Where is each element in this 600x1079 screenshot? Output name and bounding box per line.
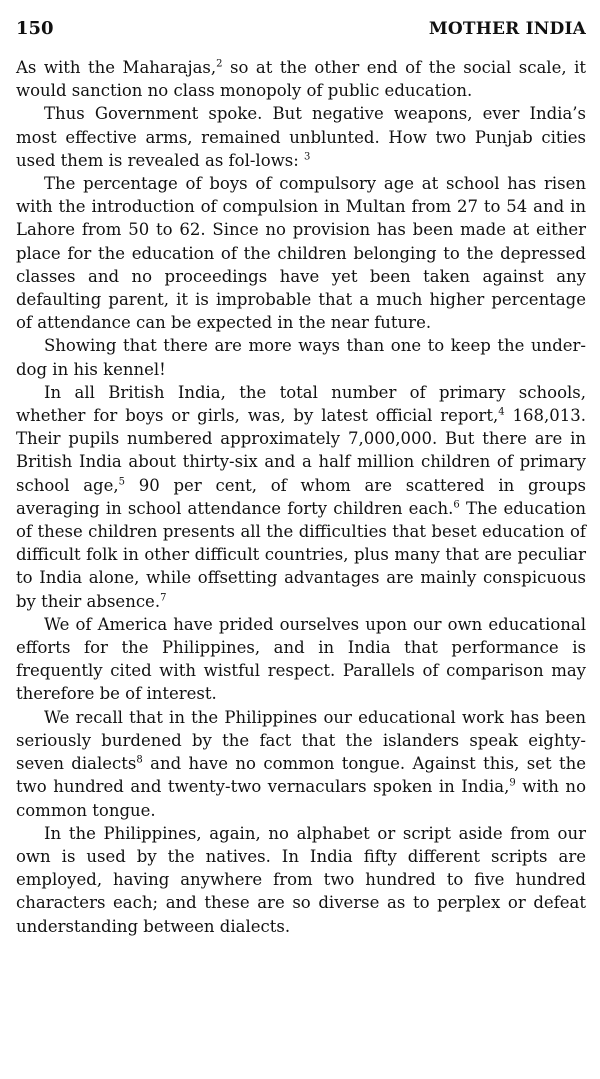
paragraph-text: As with the Maharajas, bbox=[16, 58, 217, 77]
paragraph-text: In all British India, the total number of primary schools, whether for boys or girls, was, by latest official report, bbox=[16, 382, 586, 426]
paragraph bbox=[16, 102, 586, 172]
book-page bbox=[16, 18, 586, 938]
paragraph-text: and have no common tongue. Against this, set the two hundred and twenty-two vernaculars spoken in India, bbox=[16, 754, 586, 797]
paragraph-text: We recall that in the Philippines our educational work has been seriously burdened by the fact that the islanders speak eighty-seven dialects bbox=[16, 707, 586, 774]
paragraph bbox=[16, 56, 586, 102]
paragraph-text: The education of these children presents all the difficulties that beset education of difficult folk in other difficult countries, plus many that are peculiar to India alone, while offsetting advantages are mainly conspicuous by their absence. bbox=[16, 498, 586, 611]
paragraph bbox=[16, 381, 586, 613]
footnote-marker: 4 bbox=[498, 406, 505, 418]
paragraph-text: so at the other end of the social scale, it would sanction no class monopoly of public education. bbox=[16, 58, 586, 101]
footnote-marker: 6 bbox=[453, 499, 460, 511]
footnote-marker: 7 bbox=[160, 592, 167, 604]
paragraph-text: with no common tongue. bbox=[16, 777, 586, 820]
body-text bbox=[16, 56, 586, 938]
footnote-marker: 9 bbox=[509, 777, 516, 789]
paragraph-text: In the Philippines, again, no alphabet or script aside from our own is used by the natives. In India fifty different scripts are employed, having anywhere from two hundred to five hundred characters each; and these are so diverse as to perplex or defeat understanding between dialects. bbox=[16, 823, 586, 936]
paragraph bbox=[16, 334, 586, 380]
paragraph bbox=[16, 172, 586, 334]
paragraph bbox=[16, 822, 586, 938]
footnote-marker: 8 bbox=[136, 754, 143, 766]
paragraph-text: 90 per cent, of whom are scattered in groups averaging in school attendance forty children each. bbox=[16, 475, 586, 518]
paragraph-text: We of America have prided ourselves upon our own educational efforts for the Philippines, and in India that performance is frequently cited with wistful respect. Parallels of comparison may therefore be of interest. bbox=[16, 614, 586, 704]
footnote-marker: 2 bbox=[216, 58, 223, 70]
running-header bbox=[16, 18, 586, 40]
paragraph bbox=[16, 613, 586, 706]
paragraph-text: Thus Government spoke. But negative weapons, ever India’s most effective arms, remained unblunted. How two Punjab cities used them is revealed as fol-lows: bbox=[16, 104, 586, 170]
running-title: MOTHER INDIA bbox=[428, 19, 586, 39]
paragraph-text: Showing that there are more ways than one to keep the under-dog in his kennel! bbox=[16, 336, 586, 379]
page-number: 150 bbox=[16, 18, 54, 39]
footnote-marker: 3 bbox=[304, 151, 311, 163]
paragraph-text: 168,013. Their pupils numbered approximately 7,000,000. But there are in British India about thirty-six and a half million children of primary school age, bbox=[16, 406, 586, 495]
paragraph-text: The percentage of boys of compulsory age at school has risen with the introduction of compulsion in Multan from 27 to 54 and in Lahore from 50 to 62. Since no provision has been made at either place for the education of the children belonging to the depressed classes and no proceedings have yet been taken against any defaulting parent, it is improbable that a much higher percentage of attendance can be expected in the near future. bbox=[16, 174, 586, 333]
paragraph bbox=[16, 706, 586, 822]
footnote-marker: 5 bbox=[118, 476, 126, 488]
